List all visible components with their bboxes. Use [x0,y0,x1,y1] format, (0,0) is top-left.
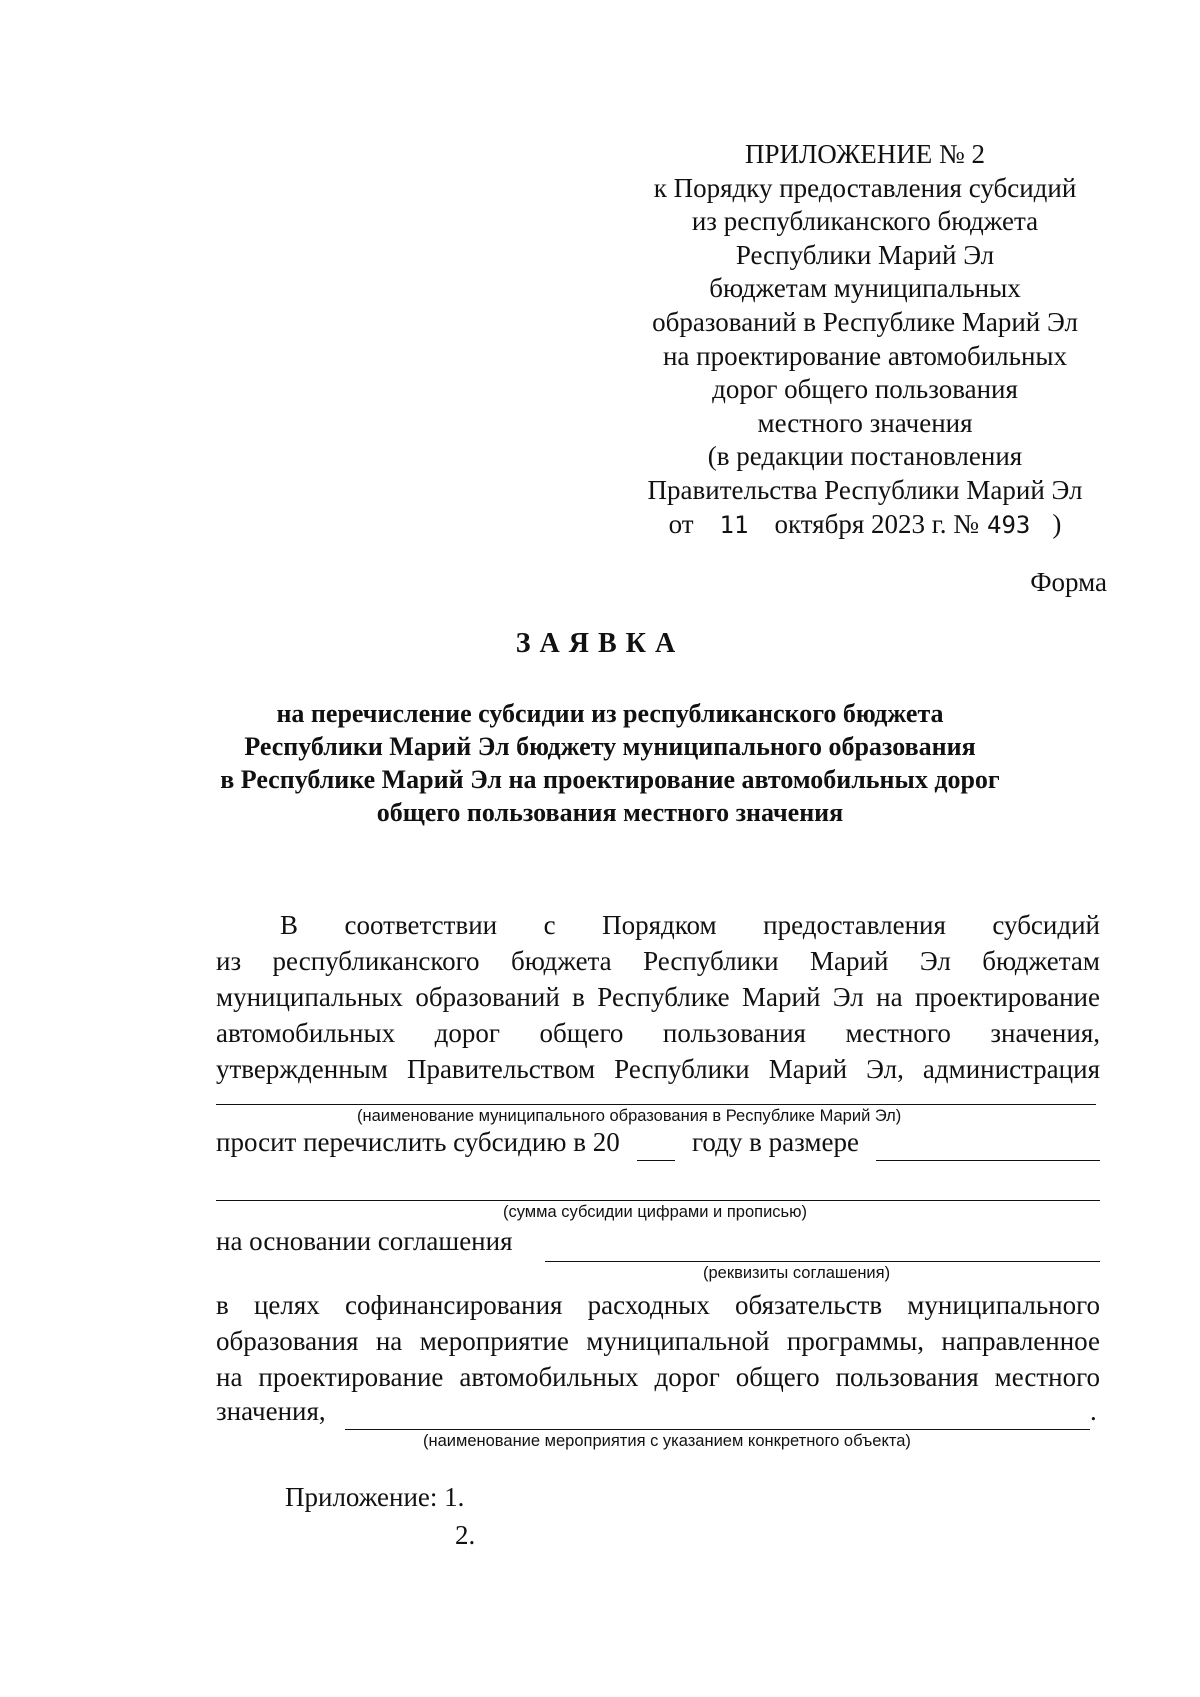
amount-words-blank-line [216,1200,1100,1201]
paragraph-line: В соответствии с Порядком предоставления субсидий [280,910,1100,940]
paragraph-line: автомобильных дорог общего пользования местного значения, [216,1018,1100,1048]
date-month-year: октября 2023 г. № [774,508,980,539]
appendix-line: бюджетам муниципальных [709,273,1021,304]
attachments-label: Приложение: [285,1482,438,1512]
request-text-start: просит перечислить субсидию в 20 [216,1127,620,1157]
appendix-date-line [600,508,1130,543]
purpose-line: на проектирование автомобильных дорог общего пользования местного [216,1362,1100,1392]
date-prefix: от [668,508,694,539]
appendix-line: Правительства Республики Марий Эл [647,474,1083,505]
document-title: ЗАЯВКА [515,628,685,659]
purpose-period: . [1090,1396,1097,1426]
appendix-line: на проектирование автомобильных [662,340,1068,371]
purpose-last-line: значения, [216,1396,326,1426]
paragraph-line: муниципальных образований в Республике Марий Эл на проектирование [216,982,1100,1012]
date-suffix: ) [1052,508,1062,539]
event-caption: (наименование мероприятия с указанием конкретного объекта) [423,1432,911,1450]
date-day: 11 [719,510,749,539]
year-blank-line [637,1160,675,1161]
subtitle-line: общего пользования местного значения [376,798,844,827]
amount-blank-line [876,1160,1100,1161]
subtitle-line: на перечисление субсидии из республиканского бюджета [276,699,944,728]
appendix-line: к Порядку предоставления субсидий [653,172,1077,203]
appendix-header [600,138,1130,542]
appendix-line: из республиканского бюджета [691,206,1039,237]
appendix-line: ПРИЛОЖЕНИЕ № 2 [744,139,986,169]
municipality-blank-line [216,1104,1096,1105]
subtitle-line: в Республике Марий Эл на проектирование автомобильных дорог [220,765,1000,794]
subtitle-line: Республики Марий Эл бюджету муниципального образования [244,732,976,761]
attachment-item: 1. [444,1482,465,1512]
form-label: Форма [1030,567,1107,597]
appendix-line: дорог общего пользования [712,374,1018,405]
purpose-line: в целях софинансирования расходных обязательств муниципального [216,1290,1100,1320]
amount-caption: (сумма субсидии цифрами и прописью) [503,1203,808,1221]
agreement-caption: (реквизиты соглашения) [703,1264,891,1282]
attachment-item: 2. [455,1520,476,1550]
paragraph-line: из республиканского бюджета Республики Марий Эл бюджетам [216,946,1100,976]
appendix-line: образований в Республике Марий Эл [652,306,1078,337]
agreement-label: на основании соглашения [216,1226,513,1256]
decree-number: 493 [987,510,1031,539]
agreement-blank-line [545,1261,1100,1262]
document-subtitle [180,697,1040,829]
appendix-line: (в редакции постановления [707,441,1023,472]
request-text-end: году в размере [692,1127,859,1157]
appendix-line: Республики Марий Эл [735,239,995,270]
municipality-caption: (наименование муниципального образования в Республике Марий Эл) [357,1107,902,1125]
appendix-line: местного значения [757,407,973,438]
attachments-block [285,1478,476,1550]
purpose-line: образования на мероприятие муниципальной программы, направленное [216,1326,1100,1356]
paragraph-line: утвержденным Правительством Республики Марий Эл, администрация [216,1054,1100,1084]
event-blank-line [345,1429,1090,1430]
